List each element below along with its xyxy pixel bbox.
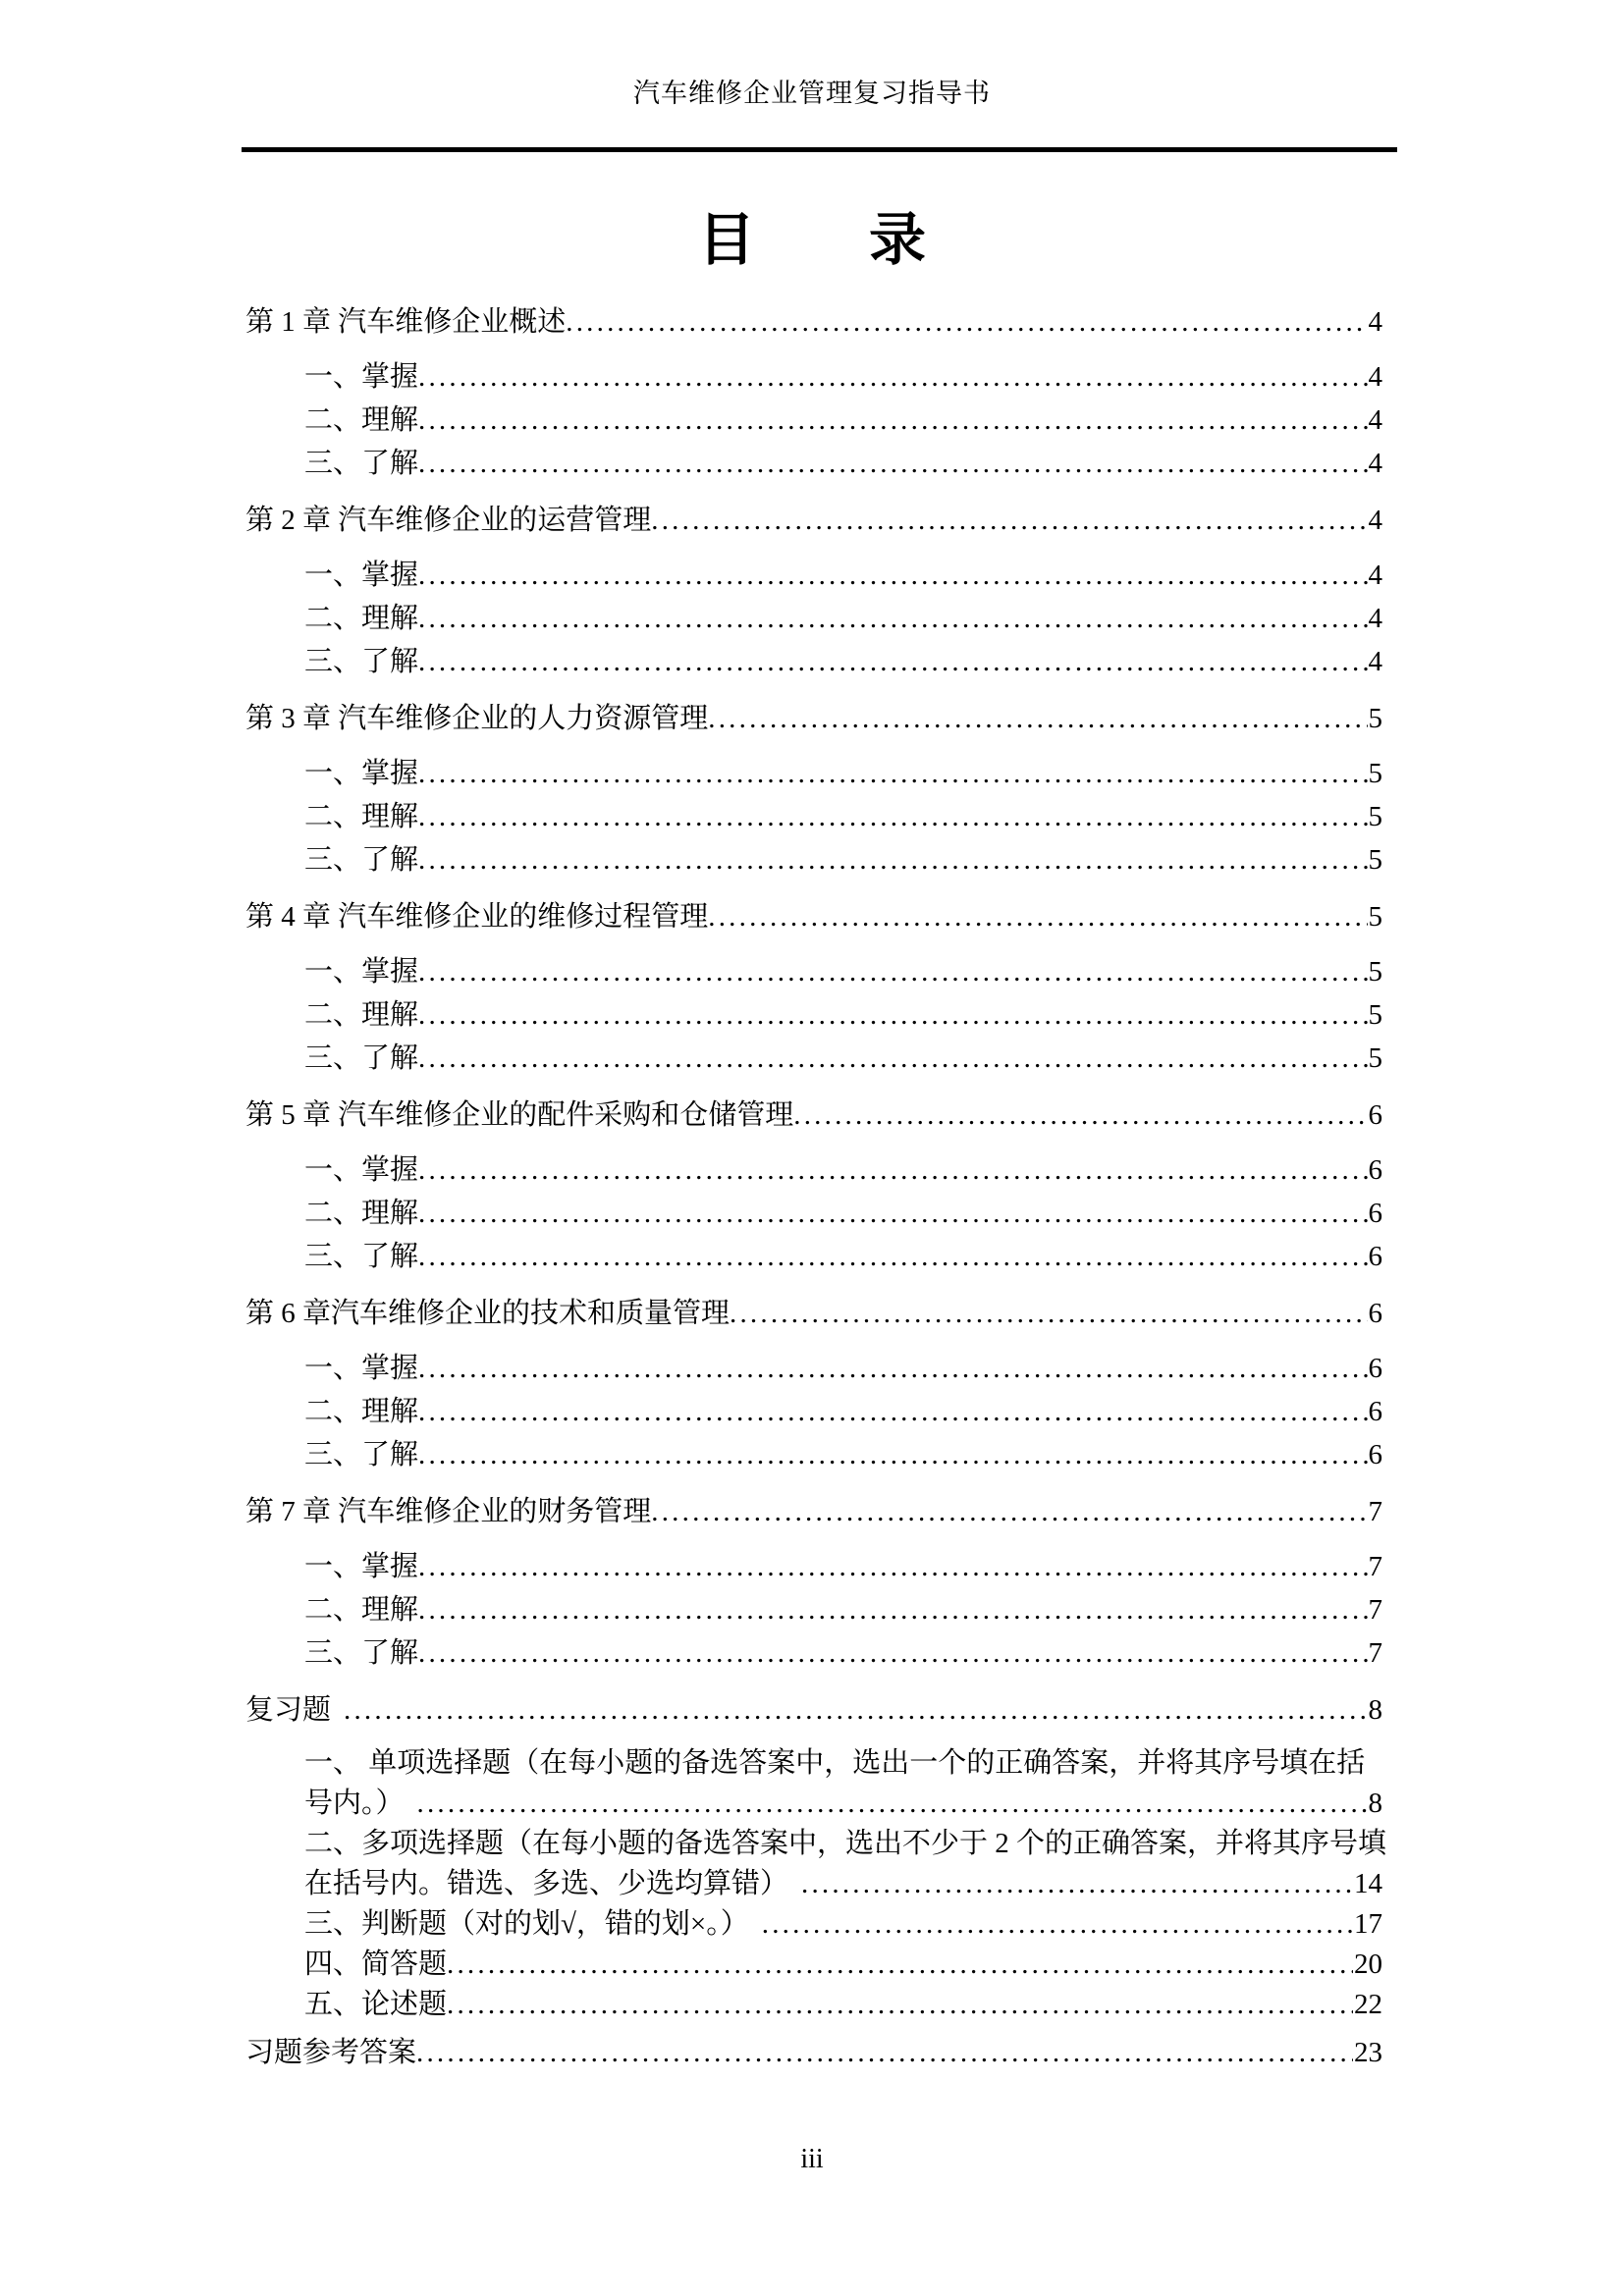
toc-entry-label: 二、理解 [304, 1396, 419, 1427]
toc-entry [245, 1864, 1382, 1904]
dot-leader [418, 1192, 1367, 1235]
dot-leader [418, 442, 1367, 485]
toc-entry [245, 895, 1382, 938]
toc-page-number: 20 [1354, 1949, 1382, 1980]
toc-entry-label: 三、了解 [304, 844, 419, 876]
page-header-title: 汽车维修企业管理复习指导书 [633, 79, 991, 108]
dot-leader [418, 1347, 1367, 1390]
toc-entry-label: 三、判断题（对的划√，错的划×。） [304, 1908, 749, 1940]
toc-entry [245, 1292, 1382, 1335]
dot-leader [651, 499, 1367, 542]
toc-entry-label: 四、简答题 [304, 1949, 448, 1980]
toc-entry-label: 一、掌握 [304, 361, 419, 393]
dot-leader [418, 1235, 1367, 1278]
toc-entry [245, 950, 1382, 993]
toc-entry [245, 1037, 1382, 1080]
header-rule [242, 147, 1397, 152]
toc-entry-label: 三、了解 [304, 646, 419, 677]
dot-leader [447, 1985, 1353, 2025]
toc-entry [245, 597, 1382, 640]
toc-entry [245, 838, 1382, 881]
toc-entry-label: 二、理解 [304, 404, 419, 436]
toc-entry-label: 三、了解 [304, 448, 419, 479]
dot-leader [416, 2031, 1353, 2074]
toc-entry [245, 1235, 1382, 1278]
toc-title: 目 录 [697, 208, 926, 272]
toc-page-number: 5 [1368, 758, 1382, 789]
toc-entry [245, 1588, 1382, 1631]
toc-page-number: 4 [1368, 505, 1382, 536]
dot-leader [418, 597, 1367, 640]
toc-page-number: 7 [1368, 1594, 1382, 1626]
toc-entry [245, 1433, 1382, 1476]
toc-entry [245, 993, 1382, 1037]
toc-entry [245, 442, 1382, 485]
toc-entry [245, 399, 1382, 442]
toc-entry-label: 二、理解 [304, 1594, 419, 1626]
toc-entry-label: 第 3 章 汽车维修企业的人力资源管理 [245, 703, 709, 734]
toc-entry-label: 二、多项选择题（在每小题的备选答案中，选出不少于 2 个的正确答案，并将其序号填 [304, 1828, 1387, 1859]
toc-entry [245, 1094, 1382, 1137]
toc-entry-label: 第 7 章 汽车维修企业的财务管理 [245, 1496, 652, 1527]
toc-page-number: 6 [1368, 1099, 1382, 1131]
toc-entry-label: 三、了解 [304, 1241, 419, 1272]
dot-leader [418, 993, 1367, 1037]
toc-entry [245, 1390, 1382, 1433]
toc-page-number: 5 [1368, 901, 1382, 933]
dot-leader [708, 697, 1367, 740]
dot-leader [418, 795, 1367, 838]
toc-page-number: 22 [1354, 1989, 1382, 2020]
toc-page-number: 23 [1354, 2037, 1382, 2068]
toc-entry [245, 300, 1382, 344]
toc-page-number: 8 [1368, 1694, 1382, 1726]
toc-entry-label: 三、了解 [304, 1042, 419, 1074]
toc-page-number: 4 [1368, 448, 1382, 479]
toc-entry-label: 一、掌握 [304, 1154, 419, 1186]
toc-page-number: 4 [1368, 404, 1382, 436]
toc-page-number: 4 [1368, 361, 1382, 393]
toc-entry-label: 第 4 章 汽车维修企业的维修过程管理 [245, 901, 709, 933]
toc-page-number: 5 [1368, 703, 1382, 734]
toc-entry-label: 号内。） [304, 1788, 405, 1819]
toc-entry-label: 第 5 章 汽车维修企业的配件采购和仓储管理 [245, 1099, 794, 1131]
toc-page-number: 17 [1354, 1908, 1382, 1940]
dot-leader [566, 300, 1367, 344]
toc-list [245, 287, 1387, 2086]
toc-entry [245, 1347, 1382, 1390]
toc-page-number: 4 [1368, 560, 1382, 591]
toc-page-number: 4 [1368, 646, 1382, 677]
toc-entry-label: 一、掌握 [304, 1551, 419, 1582]
dot-leader [418, 1433, 1367, 1476]
dot-leader [447, 1945, 1353, 1985]
toc-page-number: 7 [1368, 1637, 1382, 1669]
toc-entry-label: 五、论述题 [304, 1989, 448, 2020]
toc-page-number: 6 [1368, 1198, 1382, 1229]
dot-leader [418, 1631, 1367, 1675]
dot-leader [418, 554, 1367, 597]
dot-leader [344, 1688, 1367, 1732]
toc-entry [245, 697, 1382, 740]
toc-entry [245, 1904, 1382, 1945]
toc-page-number: 4 [1368, 603, 1382, 634]
dot-leader [418, 1148, 1367, 1192]
toc-entry-label: 三、了解 [304, 1637, 419, 1669]
toc-entry [245, 1985, 1382, 2025]
toc-entry [245, 1545, 1382, 1588]
toc-page-number: 6 [1368, 1396, 1382, 1427]
toc-entry-label: 二、理解 [304, 801, 419, 832]
dot-leader [762, 1904, 1353, 1945]
footer-page-number: iii [800, 2144, 824, 2174]
dot-leader [418, 1588, 1367, 1631]
dot-leader [418, 1037, 1367, 1080]
toc-entry [245, 1784, 1382, 1824]
toc-entry-label: 习题参考答案 [245, 2037, 417, 2068]
toc-entry [245, 1148, 1382, 1192]
dot-leader [730, 1292, 1367, 1335]
toc-page-number: 14 [1354, 1868, 1382, 1899]
toc-page-number: 5 [1368, 956, 1382, 988]
toc-page-number: 7 [1368, 1496, 1382, 1527]
toc-entry [245, 554, 1382, 597]
dot-leader [418, 355, 1367, 399]
dot-leader [418, 399, 1367, 442]
toc-entry [245, 1824, 1387, 1864]
toc-entry-label: 一、掌握 [304, 560, 419, 591]
toc-page-number: 6 [1368, 1298, 1382, 1329]
toc-page-number: 5 [1368, 844, 1382, 876]
toc-page-number: 5 [1368, 999, 1382, 1031]
dot-leader [801, 1864, 1353, 1904]
toc-entry-label: 一、掌握 [304, 1353, 419, 1384]
dot-leader [418, 752, 1367, 795]
toc-page-number: 8 [1368, 1788, 1382, 1819]
toc-entry [245, 2031, 1382, 2074]
toc-entry-label: 第 6 章汽车维修企业的技术和质量管理 [245, 1298, 731, 1329]
toc-entry [245, 499, 1382, 542]
toc-entry [245, 1743, 1382, 1784]
toc-entry-label: 一、掌握 [304, 758, 419, 789]
dot-leader [417, 1784, 1368, 1824]
toc-entry [245, 1688, 1382, 1732]
dot-leader [708, 895, 1367, 938]
toc-page-number: 4 [1368, 306, 1382, 338]
toc-entry [245, 1631, 1382, 1675]
toc-entry-label: 一、掌握 [304, 956, 419, 988]
toc-entry-label: 二、理解 [304, 999, 419, 1031]
toc-page-number: 6 [1368, 1353, 1382, 1384]
toc-entry-label: 二、理解 [304, 603, 419, 634]
toc-page-number: 5 [1368, 1042, 1382, 1074]
toc-entry [245, 640, 1382, 683]
dot-leader [793, 1094, 1367, 1137]
toc-entry [245, 355, 1382, 399]
dot-leader [418, 838, 1367, 881]
toc-page-number: 6 [1368, 1439, 1382, 1470]
toc-entry-label: 三、了解 [304, 1439, 419, 1470]
toc-entry-label: 一、 单项选择题（在每小题的备选答案中，选出一个的正确答案，并将其序号填在括 [304, 1747, 1366, 1779]
toc-entry [245, 795, 1382, 838]
toc-page-number: 5 [1368, 801, 1382, 832]
dot-leader [418, 1545, 1367, 1588]
toc-entry [245, 1945, 1382, 1985]
dot-leader [418, 950, 1367, 993]
toc-entry-label: 复习题 [245, 1694, 332, 1726]
toc-entry [245, 752, 1382, 795]
toc-entry [245, 1490, 1382, 1533]
toc-entry-label: 二、理解 [304, 1198, 419, 1229]
dot-leader [651, 1490, 1367, 1533]
toc-entry [245, 1192, 1382, 1235]
toc-entry-label: 第 1 章 汽车维修企业概述 [245, 306, 567, 338]
dot-leader [418, 1390, 1367, 1433]
toc-page-number: 6 [1368, 1241, 1382, 1272]
toc-page-number: 7 [1368, 1551, 1382, 1582]
toc-entry-label: 在括号内。错选、多选、少选均算错） [304, 1868, 789, 1899]
toc-page-number: 6 [1368, 1154, 1382, 1186]
dot-leader [418, 640, 1367, 683]
toc-entry-label: 第 2 章 汽车维修企业的运营管理 [245, 505, 652, 536]
